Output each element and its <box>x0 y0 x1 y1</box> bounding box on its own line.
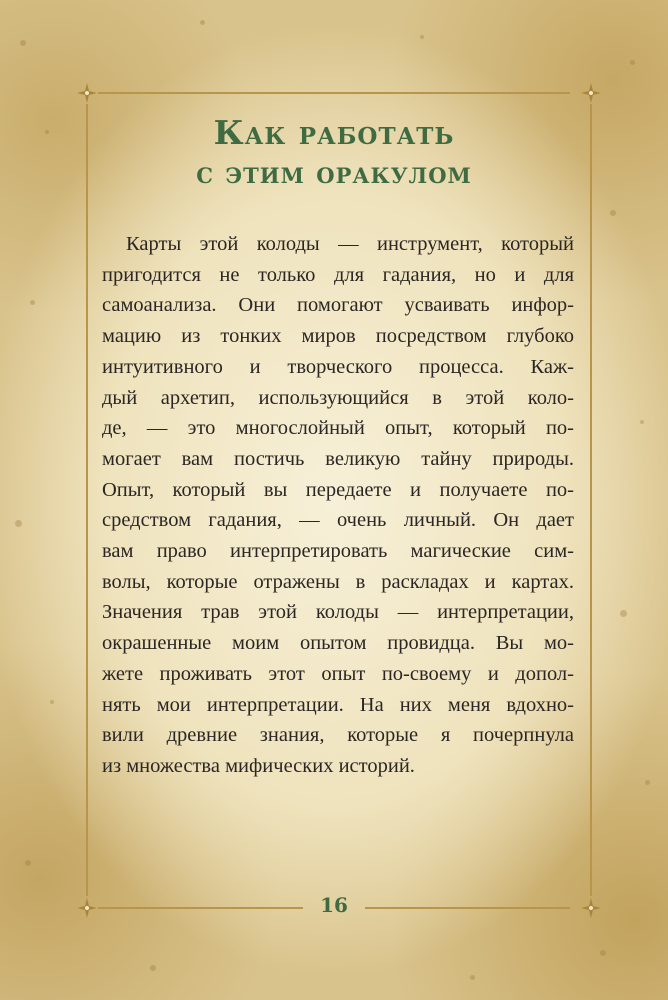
frame-right-line <box>590 104 592 896</box>
star-ornament-icon <box>581 83 601 103</box>
text-line: из множества мифических историй. <box>102 754 415 777</box>
text-line: нять мои интерпретации. На них меня вдохно- <box>102 693 574 716</box>
text-line: интуитивного и творческого процесса. Каж- <box>102 355 574 378</box>
text-line: дый архетип, использующийся в этой коло- <box>102 386 574 409</box>
chapter-title-line-1: Как работать <box>213 113 455 152</box>
frame-bottom-line-left <box>98 907 303 909</box>
text-line: могает вам постичь великую тайну природы. <box>102 447 574 470</box>
text-line: вили древние знания, которые я почерпнула <box>102 724 574 747</box>
text-line: Карты этой колоды — инструмент, который <box>126 233 574 255</box>
text-line: самоанализа. Они помогают усваивать инфор- <box>102 294 574 317</box>
body-paragraph <box>102 229 574 782</box>
star-ornament-icon <box>77 898 97 918</box>
text-line: волы, которые отражены в раскладах и картах. <box>102 570 574 593</box>
text-line: пригодится не только для гадания, но и для <box>102 263 574 286</box>
frame-left-line <box>86 104 88 896</box>
frame-top-line <box>98 92 570 94</box>
text-line: Значения трав этой колоды — интерпретации, <box>102 601 574 624</box>
text-line: средством гадания, — очень личный. Он дает <box>102 509 574 532</box>
text-line: де, — это многослойный опыт, который по- <box>102 417 574 440</box>
star-ornament-icon <box>77 83 97 103</box>
chapter-title-line-2: с этим оракулом <box>196 156 472 191</box>
star-ornament-icon <box>581 898 601 918</box>
page-number: 16 <box>320 893 348 917</box>
text-line: жете проживать этот опыт по-своему и допол- <box>102 662 574 685</box>
text-line: вам право интерпретировать магические сим- <box>102 540 574 563</box>
text-line: мацию из тонких миров посредством глубоко <box>102 325 574 348</box>
text-line: Опыт, который вы передаете и получаете по- <box>102 478 574 501</box>
text-line: окрашенные моим опытом провидца. Вы мо- <box>102 632 574 655</box>
frame-bottom-line-right <box>365 907 570 909</box>
